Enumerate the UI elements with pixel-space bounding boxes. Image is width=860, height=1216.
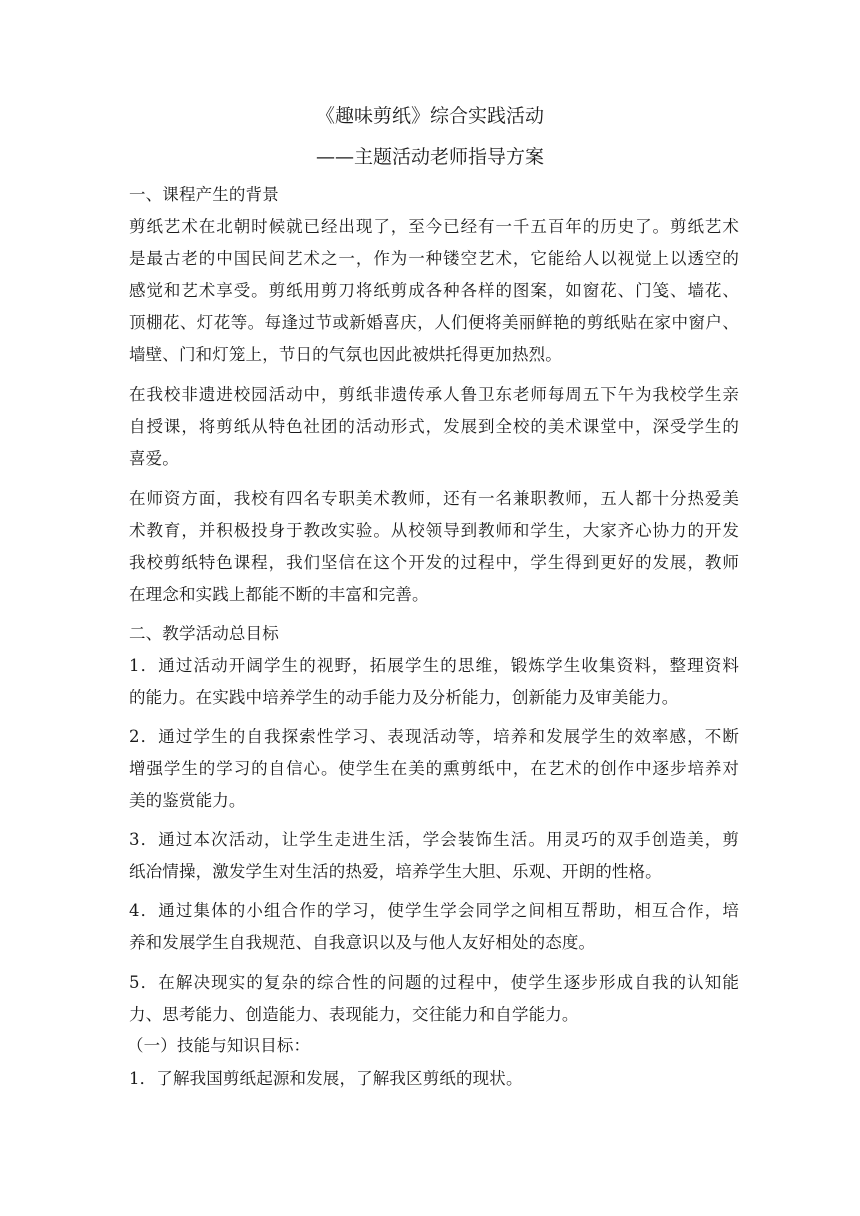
paragraph-line: 2．通过学生的自我探索性学习、表现活动等，培养和发展学生的效率感，不断: [129, 727, 739, 746]
section-heading-goals: 二、教学活动总目标: [129, 624, 279, 643]
paragraph-line: 的能力。在实践中培养学生的动手能力及分析能力，创新能力及审美能力。: [129, 688, 679, 707]
paragraph-line: 在师资方面，我校有四名专职美术教师，还有一名兼职教师，五人都十分热爱美: [129, 489, 739, 508]
paragraph-line: 3．通过本次活动，让学生走进生活，学会装饰生活。用灵巧的双手创造美，剪: [129, 830, 739, 849]
paragraph-line: 增强学生的学习的自信心。使学生在美的熏剪纸中，在艺术的创作中逐步培养对: [129, 759, 739, 778]
paragraph-line: 4．通过集体的小组合作的学习，使学生学会同学之间相互帮助，相互合作，培: [129, 901, 739, 920]
paragraph-line: 纸冶情操，激发学生对生活的热爱，培养学生大胆、乐观、开朗的性格。: [129, 862, 662, 881]
paragraph-line: 养和发展学生自我规范、自我意识以及与他人友好相处的态度。: [129, 933, 596, 952]
paragraph-line: 5．在解决现实的复杂的综合性的问题的过程中，使学生逐步形成自我的认知能: [129, 973, 739, 992]
paragraph-line: 力、思考能力、创造能力、表现能力，交往能力和自学能力。: [129, 1005, 579, 1024]
paragraph-line: 我校剪纸特色课程，我们坚信在这个开发的过程中，学生得到更好的发展，教师: [129, 553, 739, 572]
paragraph-line: 感觉和艺术享受。剪纸用剪刀将纸剪成各种各样的图案，如窗花、门笺、墙花、: [129, 281, 739, 300]
document-subtitle: ——主题活动老师指导方案: [315, 146, 544, 168]
subsection-heading-skills: （一）技能与知识目标：: [127, 1036, 311, 1055]
paragraph-line: 墙壁、门和灯笼上，节日的气氛也因此被烘托得更加热烈。: [129, 345, 562, 364]
paragraph-line: 术教育，并积极投身于教改实验。从校领导到教师和学生，大家齐心协力的开发: [129, 521, 739, 540]
paragraph-line: 在我校非遗进校园活动中，剪纸非遗传承人鲁卫东老师每周五下午为我校学生亲: [129, 385, 739, 404]
paragraph-line: 在理念和实践上都能不断的丰富和完善。: [129, 585, 429, 604]
document-title: 《趣味剪纸》综合实践活动: [315, 105, 544, 127]
paragraph-line: 喜爱。: [129, 449, 179, 468]
paragraph-line: 是最古老的中国民间艺术之一，作为一种镂空艺术，它能给人以视觉上以透空的: [129, 249, 739, 268]
paragraph-line: 自授课，将剪纸从特色社团的活动形式，发展到全校的美术课堂中，深受学生的: [129, 417, 739, 436]
paragraph-line: 1．通过活动开阔学生的视野，拓展学生的思维，锻炼学生收集资料，整理资料: [129, 656, 739, 675]
paragraph-line: 剪纸艺术在北朝时候就已经出现了，至今已经有一千五百年的历史了。剪纸艺术: [129, 217, 739, 236]
paragraph-line: 顶棚花、灯花等。每逢过节或新婚喜庆，人们便将美丽鲜艳的剪纸贴在家中窗户、: [129, 313, 739, 332]
paragraph-line: 1．了解我国剪纸起源和发展，了解我区剪纸的现状。: [129, 1069, 523, 1088]
paragraph-line: 美的鉴赏能力。: [129, 791, 246, 810]
section-heading-background: 一、课程产生的背景: [129, 185, 279, 204]
